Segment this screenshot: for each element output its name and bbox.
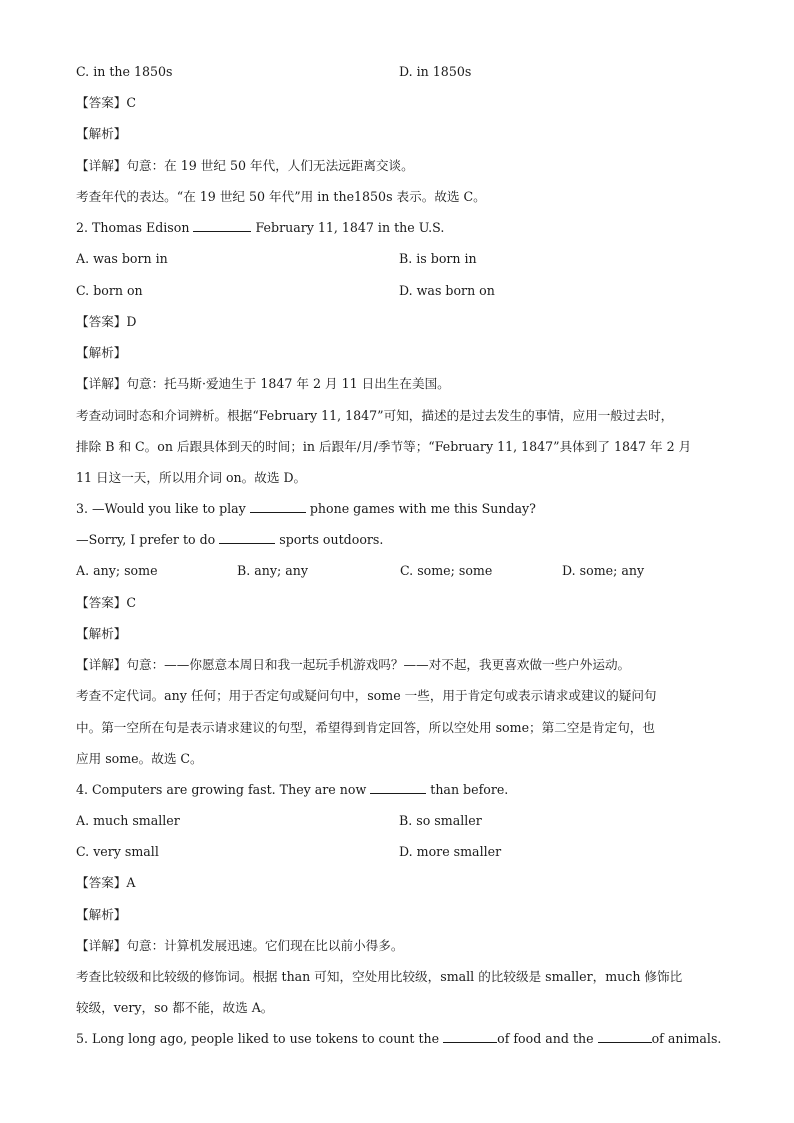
q4-stem: [76, 782, 508, 798]
q3-option-d: D. some; any: [562, 563, 645, 578]
q1-note: 考查年代的表达。“在 19 世纪 50 年代”用 in the1850s 表示。故选 C。: [76, 189, 486, 204]
q1-option-d: D. in 1850s: [399, 64, 472, 79]
q2-stem-end: February 11, 1847 in the U.S.: [255, 220, 445, 235]
q5-stem-end: of animals.: [651, 1031, 722, 1046]
q2-option-c: C. born on: [76, 283, 143, 298]
q5-stem-middle: of food and the: [497, 1031, 594, 1046]
q3-note-line-3: 应用 some。故选 C。: [76, 751, 203, 766]
q1-analysis-label: 【解析】: [76, 126, 127, 141]
q1-answer: 【答案】C: [76, 95, 137, 110]
q4-analysis-label: 【解析】: [76, 907, 127, 922]
q3-stem-line-2: [76, 532, 383, 548]
q3-stem-1-end: phone games with me this Sunday?: [309, 501, 536, 516]
q5-blank-1: [443, 1031, 497, 1043]
q2-stem: [76, 220, 444, 236]
q2-detail: 【详解】句意：托马斯·爱迪生于 1847 年 2 月 11 日出生在美国。: [76, 376, 450, 391]
q3-stem-line-1: [76, 501, 536, 517]
q4-option-d: D. more smaller: [399, 844, 502, 859]
q3-blank-2: [219, 532, 275, 544]
q3-option-a: A. any; some: [76, 563, 158, 578]
q3-stem-2-end: sports outdoors.: [279, 532, 384, 547]
q4-detail: 【详解】句意：计算机发展迅速。它们现在比以前小得多。: [76, 938, 404, 953]
q2-note-line-2: 排除 B 和 C。on 后跟具体到天的时间；in 后跟年/月/季节等；“February 11, 1847”具体到了 1847 年 2 月: [76, 439, 692, 454]
q2-analysis-label: 【解析】: [76, 345, 127, 360]
q3-blank-1: [250, 501, 306, 513]
q4-answer: 【答案】A: [76, 875, 136, 890]
q4-option-c: C. very small: [76, 844, 159, 859]
q3-option-c: C. some; some: [400, 563, 493, 578]
q2-stem-start: 2. Thomas Edison: [76, 220, 190, 235]
q4-option-a: A. much smaller: [76, 813, 180, 828]
q3-stem-1-start: 3. —Would you like to play: [76, 501, 246, 516]
q2-option-b: B. is born in: [399, 251, 477, 266]
q2-blank: [193, 220, 251, 232]
q5-stem-start: 5. Long long ago, people liked to use tokens to count the: [76, 1031, 440, 1046]
q2-note-line-3: 11 日这一天，所以用介词 on。故选 D。: [76, 470, 307, 485]
q4-blank: [370, 782, 426, 794]
q2-option-a: A. was born in: [76, 251, 168, 266]
q1-option-c: C. in the 1850s: [76, 64, 173, 79]
q3-note-line-1: 考查不定代词。any 任何；用于否定句或疑问句中，some 一些，用于肯定句或表示请求或建议的疑问句: [76, 688, 657, 703]
q3-answer: 【答案】C: [76, 595, 137, 610]
q2-option-d: D. was born on: [399, 283, 495, 298]
q3-stem-2-start: —Sorry, I prefer to do: [76, 532, 216, 547]
q4-note-line-2: 较级，very，so 都不能，故选 A。: [76, 1000, 274, 1015]
q4-option-b: B. so smaller: [399, 813, 482, 828]
q2-note-line-1: 考查动词时态和介词辨析。根据“February 11, 1847”可知，描述的是过去发生的事情，应用一般过去时，: [76, 408, 674, 423]
q5-blank-2: [598, 1031, 652, 1043]
q4-note-line-1: 考查比较级和比较级的修饰词。根据 than 可知，空处用比较级，small 的比较级是 smaller，much 修饰比: [76, 969, 683, 984]
q5-stem: [76, 1031, 721, 1047]
q2-answer: 【答案】D: [76, 314, 137, 329]
q3-option-b: B. any; any: [237, 563, 308, 578]
q3-note-line-2: 中。第一空所在句是表示请求建议的句型，希望得到肯定回答，所以空处用 some；第二空是肯定句，也: [76, 720, 655, 735]
q3-detail: 【详解】句意：——你愿意本周日和我一起玩手机游戏吗？——对不起，我更喜欢做一些户外运动。: [76, 657, 631, 672]
q4-stem-start: 4. Computers are growing fast. They are now: [76, 782, 367, 797]
q3-analysis-label: 【解析】: [76, 626, 127, 641]
q4-stem-end: than before.: [430, 782, 509, 797]
q1-detail: 【详解】句意：在 19 世纪 50 年代，人们无法远距离交谈。: [76, 158, 414, 173]
